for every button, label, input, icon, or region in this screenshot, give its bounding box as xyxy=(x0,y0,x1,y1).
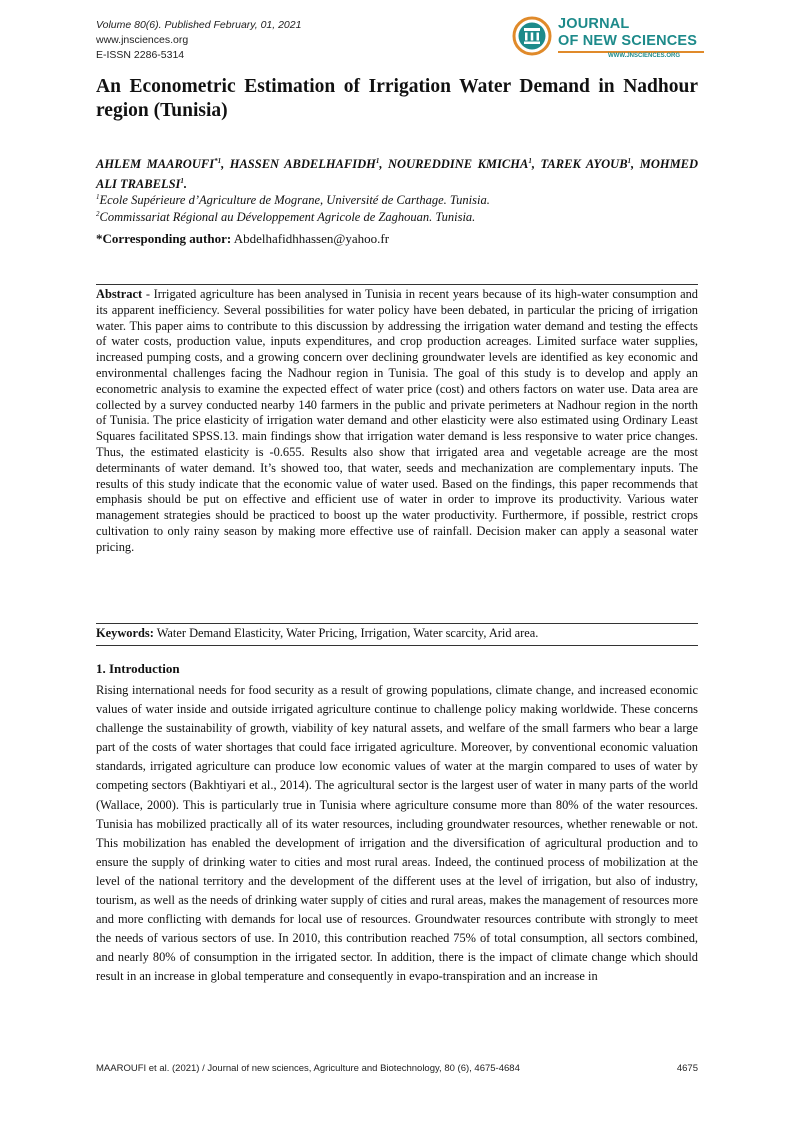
author-name: MOHMED ALI TRABELSI xyxy=(96,157,699,192)
author-separator: , xyxy=(379,157,389,172)
author-separator: . xyxy=(183,177,188,192)
keywords-label: Keywords: xyxy=(96,626,154,640)
section-heading-introduction: 1. Introduction xyxy=(96,661,180,676)
author-affiliation-mark: 1 xyxy=(375,157,380,165)
affiliation-text: Commissariat Régional au Développement Agricole de Zaghouan. Tunisia. xyxy=(99,210,476,225)
page-footer xyxy=(96,1063,698,1074)
author-affiliation-mark: *1 xyxy=(214,157,222,165)
journal-logo xyxy=(510,14,702,64)
abstract-text: - Irrigated agriculture has been analysed in Tunisia in recent years because of its high-water consumption and its apparent inefficiency. Several possibilities for water policy have been debated, in particular the pricing of irrigation water. This paper aims to contribute to this discussion by addressing the irrigation water demand and testing the effects of water costs, production value, inputs expenditures, and crop production acreages. Limited surface water supplies, increased pumping costs, and a growing concern over declining groundwater levels are identified as key economic and environmental challenges facing the Nadhour region in Tunisia. The goal of this study is to develop and apply an econometric analysis to examine the expected effect of water price (cost) and others factors on water use. Data area are collected by a survey conducted nearby 140 farmers in the public and private perimeters at Nadhour region in the north of Tunisia. The price elasticity of irrigation water demand and other elasticity were also estimated using Ordinary Least Squares facilitated SPSS.13. main findings show that irrigation water demand is less responsive to water price changes. Thus, the estimated elasticity is -0.655. Results also show that irrigated area and vegetable acreage are the most determinants of water demand. It’s showed too, that water, seeds and mechanization are complementary inputs. The results of this study indicate that the economic value of water used. Based on the findings, this paper recommends that emphasis should be put on effective and efficient use of water in order to improve its productivity. Various water management strategies should be practiced to boost up the water productivity. Furthermore, if possible, restrict crops cultivation to only rainy season by making more effective use of rainfall. Decision maker can apply a seasonal water pricing. xyxy=(96,287,698,554)
corresponding-author xyxy=(96,231,389,247)
corresponding-author-email[interactable]: Abdelhafidhhassen@yahoo.fr xyxy=(233,231,390,246)
author-separator: , xyxy=(221,157,230,172)
introduction-text: Rising international needs for food security as a result of growing populations, climate change, and increased economic values of water inside and outside irrigated agriculture continue to challenge policy making worldwide. These concerns challenge the sustainability of growth, viability of key natural assets, and welfare of the small farmers who bear a large part of the costs of water shortages that could face irrigated agriculture. Moreover, by conventional economic valuation standards, irrigated agriculture can produce low economic values of water at the margin compared to uses of water by competing sectors (Bakhtiyari et al., 2014). The agricultural sector is the largest user of water in many parts of the world (Wallace, 2000). This is particularly true in Tunisia where agriculture consume more than 80% of the water resources. Tunisia has mobilized practically all of its water resources, including groundwater resources, whether renewable or not. This mobilization has enabled the development of irrigation and the diversification of agricultural production and to ensure the supply of drinking water to cities and most rural areas. Indeed, the continued process of mobilization at the level of the national territory and the development of the different uses at the level of irrigation, but also of industry, tourism, as well as the needs of drinking water supply of cities and rural areas, makes the management of resources more and more conflicting with demands for local use of resources. Groundwater resources contribute with strongly to meet the needs of various sectors of use. In 2010, this contribution reached 75% of total consumption, all sectors combined, and nearly 80% of consumption in the irrigated sector. In addition, there is the impact of climate change which should result in an increase in global temperature and consequently in evapo-transpiration and an increase in xyxy=(96,683,698,984)
keywords-top-rule xyxy=(96,623,698,624)
corresponding-author-label: *Corresponding author: xyxy=(96,231,232,246)
journal-header-meta xyxy=(96,18,301,63)
author-affiliation-mark: 1 xyxy=(180,177,184,186)
abstract xyxy=(96,287,698,556)
keywords xyxy=(96,626,698,641)
journal-issn: E-ISSN 2286-5314 xyxy=(96,49,185,61)
author-name: TAREK AYOUB xyxy=(540,157,628,172)
keywords-text: Water Demand Elasticity, Water Pricing, Irrigation, Water scarcity, Arid area. xyxy=(153,626,539,640)
affiliation-mark: 2 xyxy=(96,210,100,218)
footer-citation: MAAROUFI et al. (2021) / Journal of new sciences, Agriculture and Biotechnology, 80 (6), 4675-4684 xyxy=(96,1063,520,1074)
author-name: HASSEN ABDELHAFIDH xyxy=(229,157,376,172)
paper-title: An Econometric Estimation of Irrigation Water Demand in Nadhour region (Tunisia) xyxy=(96,76,698,121)
affiliation-text: Ecole Supérieure d’Agriculture de Mograne, Université de Carthage. Tunisia. xyxy=(99,193,490,208)
logo-line-3: WWW.JNSCIENCES.ORG xyxy=(608,53,681,59)
author-name: AHLEM MAAROUFI xyxy=(96,157,215,172)
abstract-top-rule xyxy=(96,284,698,285)
journal-emblem-icon xyxy=(510,14,554,58)
affiliation xyxy=(96,206,698,225)
abstract-label: Abstract xyxy=(96,287,143,301)
author-separator: , xyxy=(531,157,541,172)
author-name: NOUREDDINE KMICHA xyxy=(388,157,529,172)
author-affiliation-mark: 1 xyxy=(627,157,632,165)
affiliation-mark: 1 xyxy=(96,193,100,201)
volume-info: Volume 80(6). Published February, 01, 2021 xyxy=(96,19,302,31)
logo-line-2: OF NEW SCIENCES xyxy=(558,33,698,49)
keywords-bottom-rule xyxy=(96,645,698,646)
logo-line-1: JOURNAL xyxy=(558,16,630,32)
author-separator: , xyxy=(631,157,640,172)
journal-website[interactable]: www.jnsciences.org xyxy=(96,34,189,46)
author-list xyxy=(96,153,698,193)
page-number: 4675 xyxy=(676,1063,698,1074)
author-affiliation-mark: 1 xyxy=(528,157,532,165)
